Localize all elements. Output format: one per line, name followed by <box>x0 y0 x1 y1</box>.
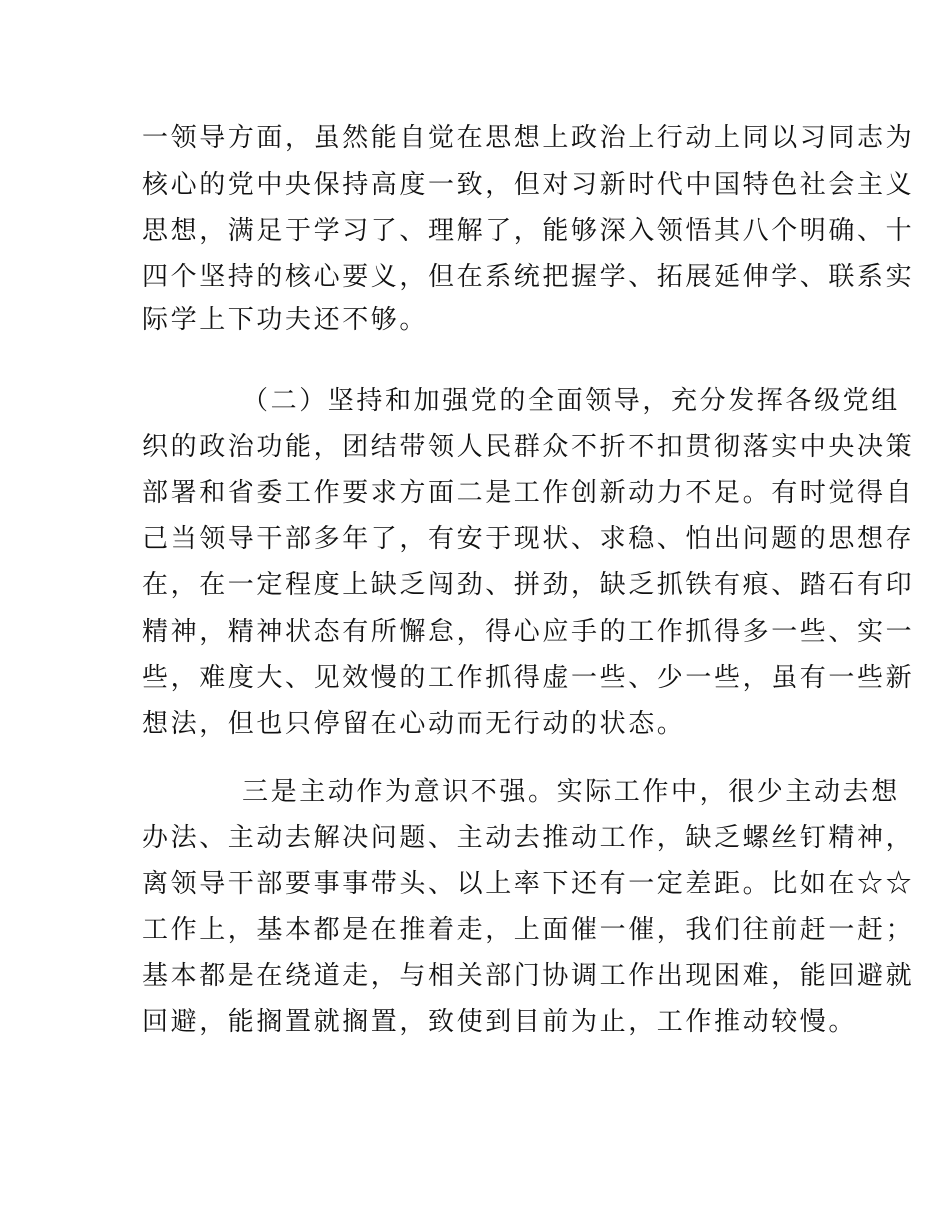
text-line: 想法，但也只停留在心动而无行动的状态。 <box>142 709 686 739</box>
text-line: 核心的党中央保持高度一致，但对习新时代中国特色社会主义 <box>142 170 915 200</box>
text-line: 基本都是在绕道走，与相关部门协调工作出现困难，能回避就 <box>142 961 915 991</box>
text-line: 办法、主动去解决问题、主动去推动工作，缺乏螺丝钉精神， <box>142 823 915 853</box>
text-line: 精神，精神状态有所懈怠，得心应手的工作抓得多一些、实一 <box>142 617 915 647</box>
text-line: 一领导方面，虽然能自觉在思想上政治上行动上同以习同志为 <box>142 123 915 153</box>
text-line: 在，在一定程度上缺乏闯劲、拼劲，缺乏抓铁有痕、踏石有印 <box>142 570 915 600</box>
text-line: 织的政治功能，团结带领人民群众不折不扣贯彻落实中央决策 <box>142 432 915 462</box>
text-line: 些，难度大、见效慢的工作抓得虚一些、少一些，虽有一些新 <box>142 663 915 693</box>
text-line: 思想，满足于学习了、理解了，能够深入领悟其八个明确、十 <box>142 216 915 246</box>
text-line: 工作上，基本都是在推着走，上面催一催，我们往前赶一赶； <box>142 915 915 945</box>
text-line: 离领导干部要事事带头、以上率下还有一定差距。比如在☆☆ <box>142 869 915 899</box>
text-line: 部署和省委工作要求方面二是工作创新动力不足。有时觉得自 <box>142 478 915 508</box>
text-line: 己当领导干部多年了，有安于现状、求稳、怕出问题的思想存 <box>142 524 915 554</box>
text-line: 回避，能搁置就搁置，致使到目前为止，工作推动较慢。 <box>142 1007 858 1037</box>
text-line: 际学上下功夫还不够。 <box>142 305 429 335</box>
text-line: （二）坚持和加强党的全面领导，充分发挥各级党组 <box>242 386 900 416</box>
text-line: 四个坚持的核心要义，但在系统把握学、拓展延伸学、联系实 <box>142 262 915 292</box>
text-line: 三是主动作为意识不强。实际工作中，很少主动去想 <box>242 777 900 807</box>
